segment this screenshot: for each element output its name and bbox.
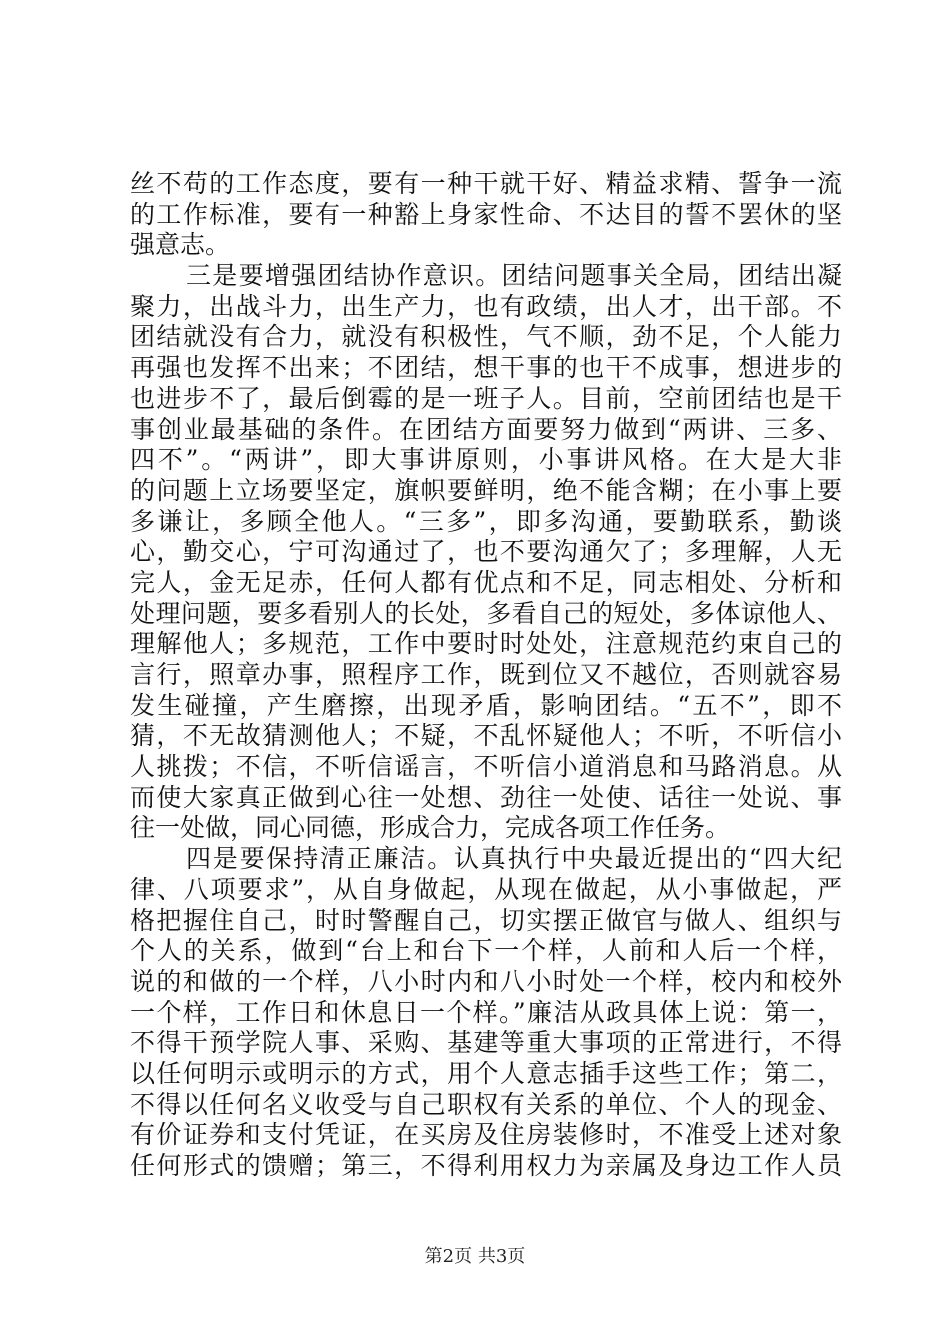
text-line: 说的和做的一个样，八小时内和八小时处一个样，校内和校外 <box>130 966 842 996</box>
text-line: 任何形式的馈赠；第三，不得利用权力为亲属及身边工作人员 <box>130 1151 842 1180</box>
text-line: 猜，不无故猜测他人；不疑，不乱怀疑他人；不听，不听信小 <box>130 721 842 751</box>
text-line: 的工作标准，要有一种豁上身家性命、不达目的誓不罢休的坚 <box>130 199 842 229</box>
text-line: 律、八项要求”，从自身做起，从现在做起，从小事做起，严 <box>130 874 842 904</box>
text-line: 聚力，出战斗力，出生产力，也有政绩，出人才，出干部。不 <box>130 291 842 321</box>
text-line: 人挑拨；不信，不听信谣言，不听信小道消息和马路消息。从 <box>130 752 842 782</box>
text-line: 往一处做，同心同德，形成合力，完成各项工作任务。 <box>130 813 731 843</box>
text-line: 一个样，工作日和休息日一个样。”廉洁从政具体上说：第一， <box>130 997 842 1027</box>
text-line: 理解他人；多规范，工作中要时时处处，注意规范约束自己的 <box>130 629 842 659</box>
text-line: 不得干预学院人事、采购、基建等重大事项的正常进行，不得 <box>130 1028 842 1058</box>
page-footer: 第2页 共3页 <box>424 1246 526 1267</box>
text-line: 以任何明示或明示的方式，用个人意志插手这些工作；第二， <box>130 1058 842 1088</box>
text-line: 丝不苟的工作态度，要有一种干就干好、精益求精、誓争一流 <box>130 169 842 198</box>
text-line: 事创业最基础的条件。在团结方面要努力做到“两讲、三多、 <box>130 414 842 444</box>
text-line: 三是要增强团结协作意识。团结问题事关全局，团结出凝 <box>186 261 842 291</box>
text-line: 完人，金无足赤，任何人都有优点和不足，同志相处、分析和 <box>130 567 842 597</box>
text-line: 强意志。 <box>130 230 231 260</box>
text-line: 有价证券和支付凭证，在买房及住房装修时，不准受上述对象 <box>130 1120 842 1150</box>
text-line: 而使大家真正做到心往一处想、劲往一处使、话往一处说、事 <box>130 782 842 812</box>
text-line: 也进步不了，最后倒霉的是一班子人。目前，空前团结也是干 <box>130 383 842 413</box>
text-line: 处理问题，要多看别人的长处，多看自己的短处，多体谅他人、 <box>130 598 842 628</box>
document-body <box>130 169 842 1182</box>
text-line: 不得以任何名义收受与自己职权有关系的单位、个人的现金、 <box>130 1089 842 1119</box>
text-line: 的问题上立场要坚定，旗帜要鲜明，绝不能含糊；在小事上要 <box>130 475 842 505</box>
text-line: 言行，照章办事，照程序工作，既到位又不越位，否则就容易 <box>130 660 842 689</box>
text-line: 发生碰撞，产生磨擦，出现矛盾，影响团结。“五不”，即不 <box>130 690 842 720</box>
text-line: 格把握住自己，时时警醒自己，切实摆正做官与做人、组织与 <box>130 905 842 935</box>
text-line: 多谦让，多顾全他人。“三多”，即多沟通，要勤联系，勤谈 <box>130 506 842 536</box>
text-line: 再强也发挥不出来；不团结，想干事的也干不成事，想进步的 <box>130 353 842 383</box>
text-line: 个人的关系，做到“台上和台下一个样，人前和人后一个样， <box>130 936 842 966</box>
text-line: 四是要保持清正廉洁。认真执行中央最近提出的“四大纪 <box>186 844 842 874</box>
text-line: 四不”。“两讲”，即大事讲原则，小事讲风格。在大是大非 <box>130 445 842 475</box>
text-line: 团结就没有合力，就没有积极性，气不顺，劲不足，个人能力 <box>130 322 842 352</box>
text-line: 心，勤交心，宁可沟通过了，也不要沟通欠了；多理解，人无 <box>130 537 842 567</box>
